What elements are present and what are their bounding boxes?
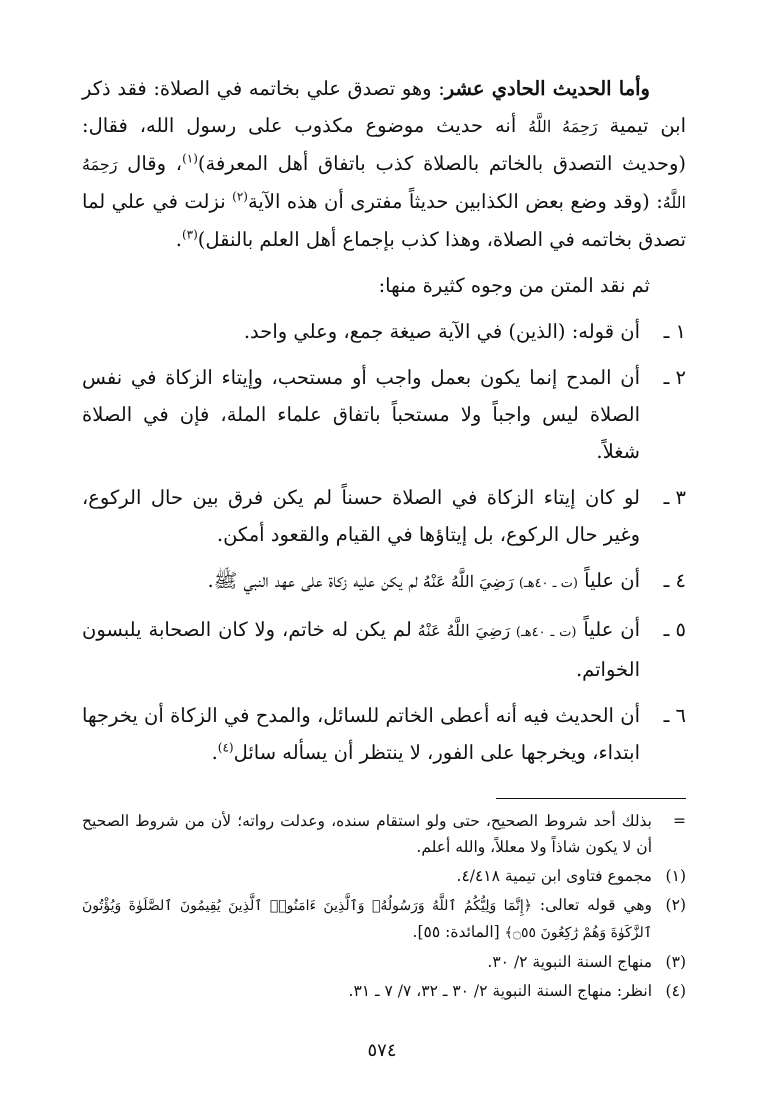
item-number: ٥ ـ bbox=[663, 618, 686, 641]
footnote-text: مجموع فتاوى ابن تيمية ٤/٤١٨. bbox=[456, 867, 652, 885]
page-number: ٥٧٤ bbox=[367, 1040, 397, 1061]
text-segment: وهي قوله تعالى: bbox=[532, 896, 652, 914]
list-item-2 bbox=[82, 359, 686, 470]
footnote-text: انظر: منهاج السنة النبوية ٢/ ٣٠ ـ ٣٢، ٧/ ٧ ـ ٣١. bbox=[348, 982, 652, 1000]
footnote-number: (٣) bbox=[665, 953, 686, 971]
item-text bbox=[82, 562, 640, 602]
footnote-ref-1[interactable]: (١) bbox=[182, 151, 198, 166]
footnote-text: بذلك أحد شروط الصحيح، حتى ولو استقام سنده، وعدلت رواته؛ لأن من شروط الصحيح أن لا يكون شاذاً ولا معللاً، والله أعلم. bbox=[82, 812, 652, 856]
death-date: (ت ـ ٤٠هـ) bbox=[518, 576, 578, 591]
footnote-text bbox=[82, 892, 652, 946]
paragraph-critique-intro: ثم نقد المتن من وجوه كثيرة منها: bbox=[378, 274, 650, 297]
item-text bbox=[82, 697, 640, 771]
item-number: ٣ ـ bbox=[663, 486, 686, 509]
item-number: ١ ـ bbox=[663, 320, 686, 343]
footnote-text: منهاج السنة النبوية ٢/ ٣٠. bbox=[487, 953, 652, 971]
honorific-radiyallahu: رَضِيَ اللَّهُ عَنْهُ bbox=[411, 621, 516, 640]
text-segment: . bbox=[211, 741, 218, 764]
footnote-continuation bbox=[82, 808, 686, 860]
footnote-number: (٤) bbox=[665, 982, 686, 1000]
text-segment: أنه حديث موضوع مكذوب على رسول الله، فقال: (وحديث التصدق بالخاتم بالصلاة كذب باتفاق أهل المعرفة) bbox=[82, 114, 686, 175]
list-item-5 bbox=[82, 611, 686, 688]
hadith-heading: وأما الحديث الحادي عشر bbox=[444, 77, 650, 100]
footnote-2 bbox=[82, 892, 686, 946]
honorific-rahimahullah: رَحِمَهُ اللَّهُ bbox=[82, 155, 686, 212]
list-item-3 bbox=[82, 479, 686, 553]
honorific-radiyallahu: رَضِيَ اللَّهُ عَنْهُ bbox=[417, 572, 519, 591]
item-text: لو كان إيتاء الزكاة في الصلاة حسناً لم يكن فرق بين حال الركوع، وغير حال الركوع، بل إيتاؤها في القيام والقعود أمكن. bbox=[82, 486, 640, 546]
text-segment: نزلت في علي لما تصدق بخاتمه في الصلاة، وهذا كذب بإجماع أهل العلم بالنقل) bbox=[82, 190, 686, 251]
footnote-ref-2[interactable]: (٢) bbox=[232, 189, 248, 204]
honorific-rahimahullah: رَحِمَهُ اللَّهُ bbox=[528, 117, 598, 136]
text-segment: : وهو تصدق علي بخاتمه في الصلاة: فقد ذكر ابن تيمية bbox=[82, 77, 687, 137]
main-text bbox=[82, 70, 686, 780]
text-segment: لم يكن له خاتم، ولا كان الصحابة يلبسون الخواتم. bbox=[82, 618, 640, 681]
text-segment: أن الحديث فيه أنه أعطى الخاتم للسائل، والمدح في الزكاة أن يخرجها ابتداء، ويخرجها على الفور، لا ينتظر أن يسأله سائل bbox=[82, 704, 640, 764]
death-date: (ت ـ ٤٠هـ) bbox=[515, 625, 577, 640]
item-number: ٦ ـ bbox=[663, 704, 686, 727]
text-segment: : (وقد وضع بعض الكذابين حديثاً مفترى أن هذه الآية bbox=[247, 190, 663, 213]
text-segment: [المائدة: ٥٥]. bbox=[412, 923, 505, 941]
footnote-number: = bbox=[673, 812, 686, 830]
salla-allah-icon: ﷺ bbox=[213, 569, 238, 592]
footnote-4 bbox=[82, 978, 686, 1004]
footnote-3 bbox=[82, 949, 686, 975]
text-segment: أن علياً bbox=[576, 618, 640, 641]
item-number: ٤ ـ bbox=[663, 569, 686, 592]
text-segment: . bbox=[207, 569, 214, 592]
text-segment: أن علياً bbox=[577, 569, 640, 592]
footnote-number: (٢) bbox=[665, 896, 686, 914]
text-segment: . bbox=[175, 228, 182, 251]
item-text: أن قوله: (الذين) في الآية صيغة جمع، وعلي واحد. bbox=[243, 320, 640, 343]
footnote-divider bbox=[496, 798, 686, 799]
list-item-4 bbox=[82, 562, 686, 602]
quran-verse: ﴿إِنَّمَا وَلِيُّكُمُ ٱللَّهُ وَرَسُولُهُۥ وَٱلَّذِينَ ءَامَنُوا۟ ٱلَّذِينَ يُقِيمُونَ ٱلصَّلَوٰةَ وَيُؤْتُونَ ٱلزَّكَوٰةَ وَهُمْ رَٰكِعُونَ ۝٥٥﴾ bbox=[82, 898, 652, 941]
item-text: أن المدح إنما يكون بعمل واجب أو مستحب، وإيتاء الزكاة في نفس الصلاة ليس واجباً ولا مستحباً باتفاق علماء الملة، فإن في الصلاة شغلاً. bbox=[82, 366, 640, 463]
footnote-ref-4[interactable]: (٤) bbox=[217, 740, 234, 755]
list-item-1 bbox=[82, 313, 686, 350]
footnotes bbox=[82, 808, 686, 1007]
text-segment: لم يكن عليه زكاة على عهد النبي bbox=[237, 569, 418, 592]
footnote-1 bbox=[82, 863, 686, 889]
footnote-number: (١) bbox=[665, 867, 686, 885]
paragraph-hadith-eleven bbox=[82, 70, 686, 258]
footnote-ref-3[interactable]: (٣) bbox=[181, 227, 198, 242]
item-number: ٢ ـ bbox=[663, 366, 686, 389]
list-item-6 bbox=[82, 697, 686, 771]
text-segment: ، وقال bbox=[117, 152, 183, 175]
item-text bbox=[82, 611, 640, 688]
